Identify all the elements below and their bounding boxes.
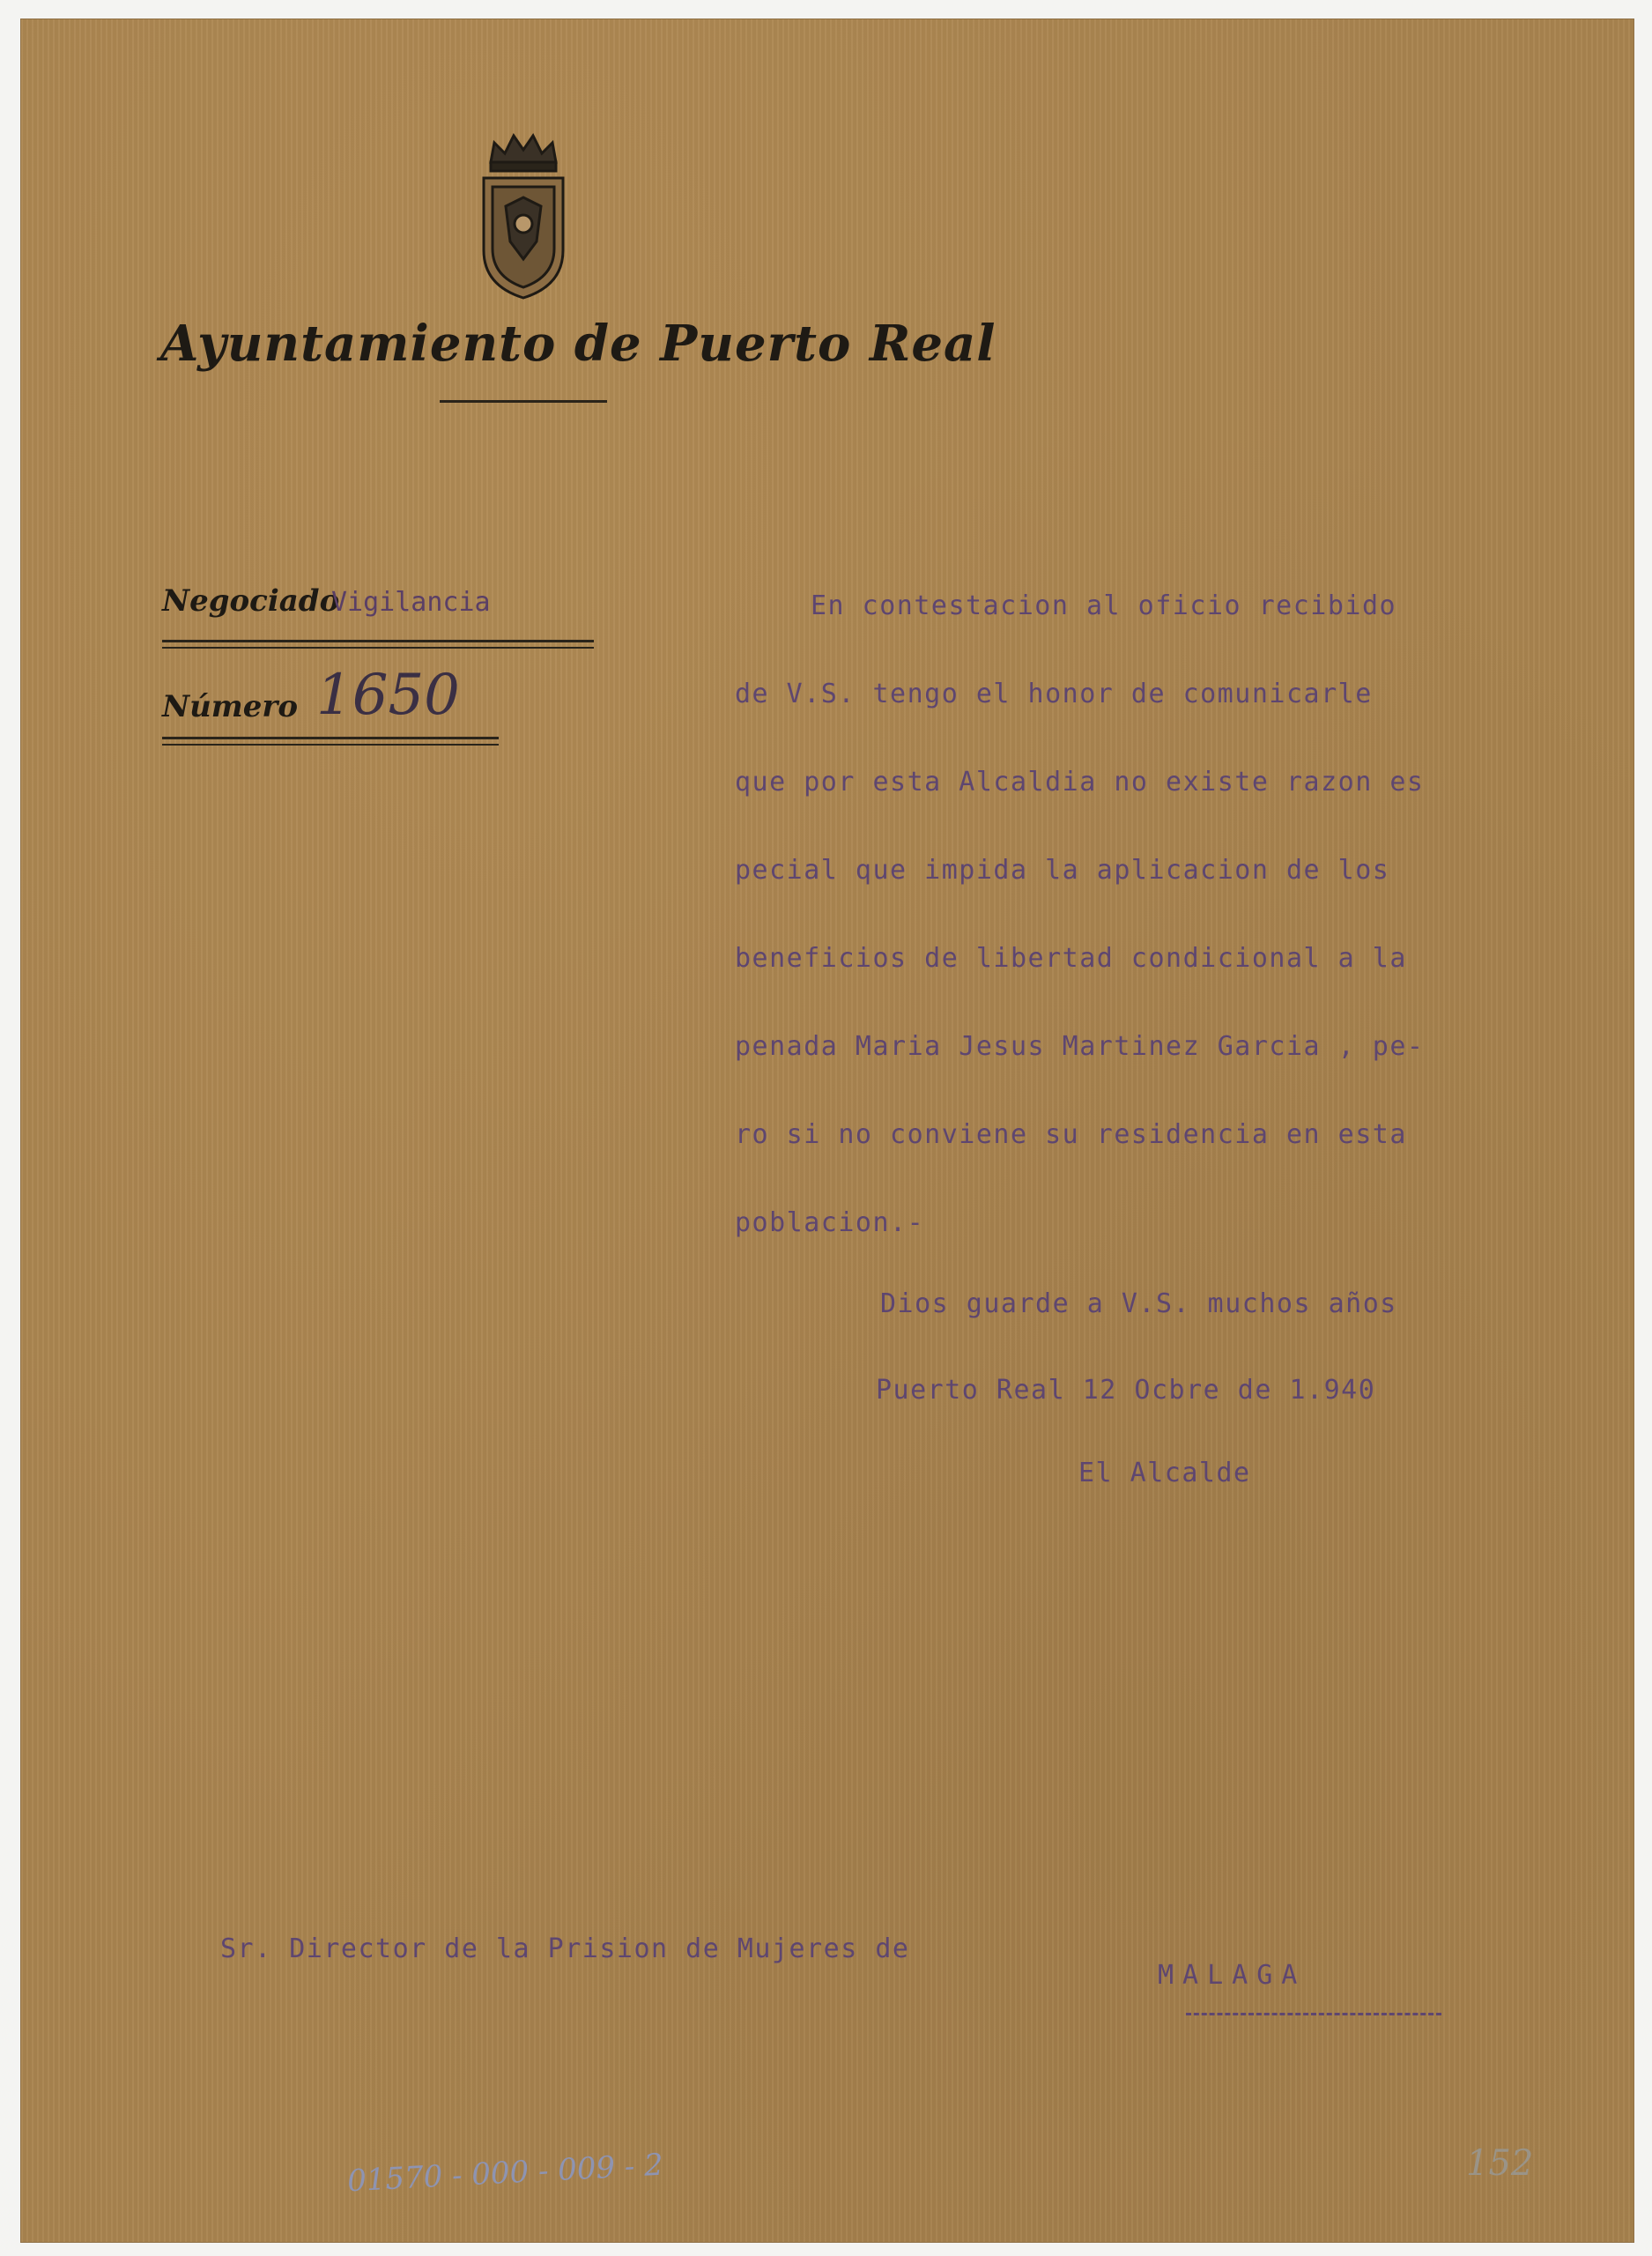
letter-line: En contestacion al oficio recibido [811,590,1397,621]
city-underline [1186,2013,1441,2015]
numero-value: 1650 [316,663,460,728]
letter-line: penada Maria Jesus Martinez Garcia , pe- [735,1031,1425,1062]
negociado-label: Negociado [162,583,340,619]
closing-line: Dios guarde a V.S. muchos años [880,1288,1397,1319]
page-number: 152 [1466,2143,1534,2184]
numero-label: Número [162,689,298,724]
letter-line: beneficios de libertad condicional a la [735,943,1407,974]
heading-underline [440,400,607,403]
letter-line: de V.S. tengo el honor de comunicarle [735,679,1373,709]
signature-title: El Alcalde [1078,1458,1251,1488]
coat-of-arms-icon [475,127,572,303]
negociado-value: Vigilancia [331,587,491,618]
negociado-rule [162,640,594,642]
archive-code: 01570 - 000 - 009 - 2 [346,2147,664,2200]
numero-rule [162,737,499,739]
letter-line: ro si no conviene su residencia en esta [735,1119,1407,1150]
negociado-rule-2 [162,647,594,649]
document-sheet [21,19,1633,2242]
addressee-city: MALAGA [1158,1960,1307,1991]
place-date: Puerto Real 12 Ocbre de 1.940 [876,1375,1376,1406]
letter-line: poblacion.- [735,1207,925,1238]
institution-heading: Ayuntamiento de Puerto Real [160,315,996,373]
numero-rule-2 [162,744,499,746]
letter-line: pecial que impida la aplicacion de los [735,855,1390,886]
addressee-line: Sr. Director de la Prision de Mujeres de [220,1933,910,1964]
letter-line: que por esta Alcaldia no existe razon es [735,767,1425,798]
